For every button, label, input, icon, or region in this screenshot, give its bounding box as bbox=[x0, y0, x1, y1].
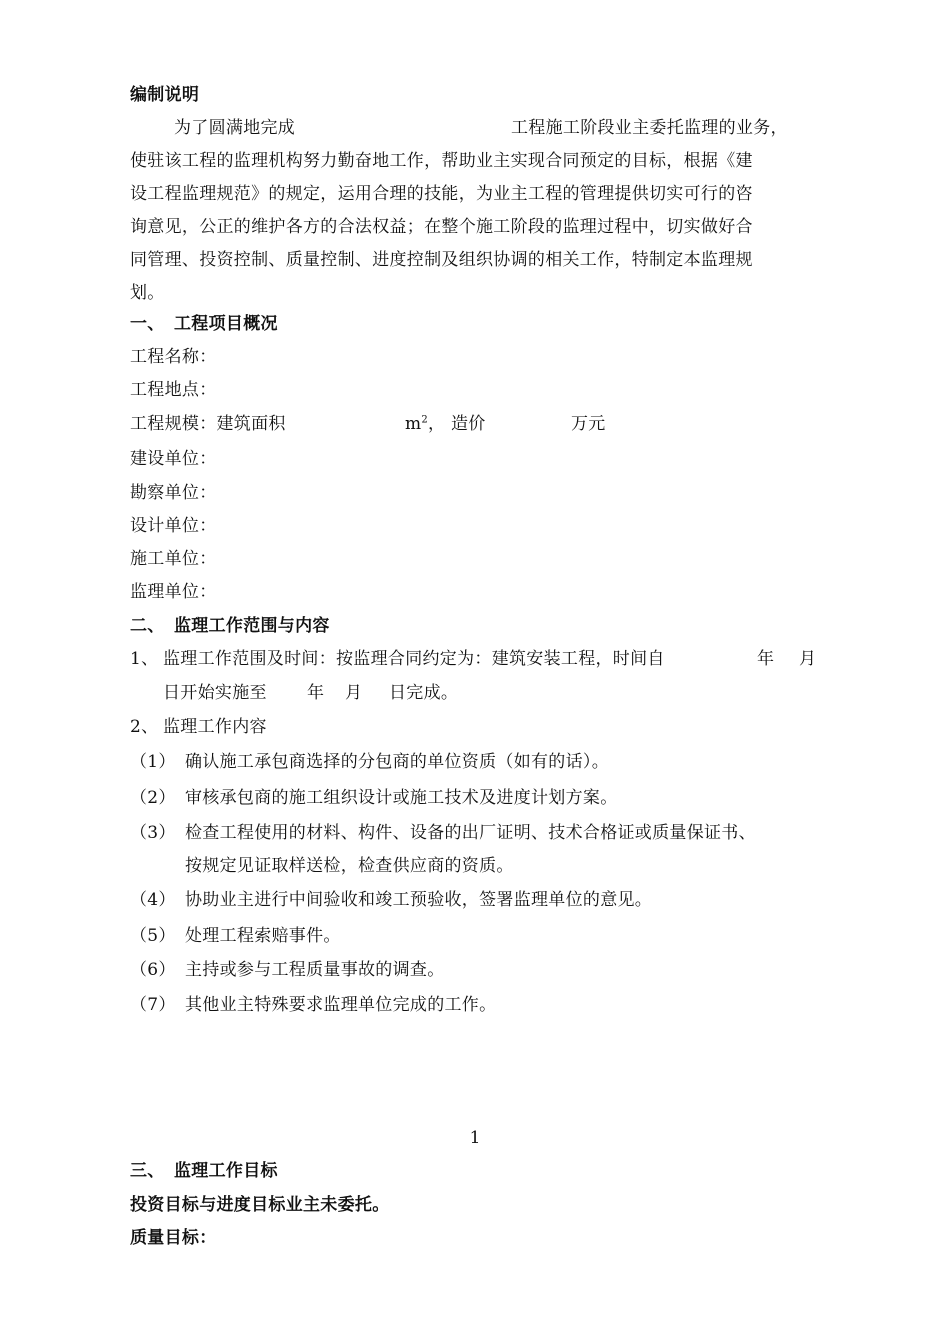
section1-number: 一、 bbox=[130, 314, 165, 334]
sub-item-text: 审核承包商的施工组织设计或施工技术及进度计划方案。 bbox=[185, 788, 618, 808]
design-unit-label: 设计单位： bbox=[130, 516, 217, 536]
sub-item-number: （6） bbox=[130, 960, 176, 980]
supervision-unit-label: 监理单位： bbox=[130, 582, 217, 602]
sub-item-number: （4） bbox=[130, 890, 176, 910]
intro-line1-b: 工程施工阶段业主委托监理的业务， bbox=[511, 118, 788, 138]
sub-item-text: 确认施工承包商选择的分包商的单位资质（如有的话）。 bbox=[185, 752, 609, 772]
construction-unit-label: 施工单位： bbox=[130, 549, 217, 569]
sub-item-text: 检查工程使用的材料、构件、设备的出厂证明、技术合格证或质量保证书、 bbox=[185, 823, 756, 843]
page-number: 1 bbox=[469, 1128, 481, 1148]
item2-number: 2、 bbox=[130, 717, 159, 737]
item1-line2-month: 月 bbox=[345, 683, 363, 703]
sub-item-text: 主持或参与工程质量事故的调查。 bbox=[185, 960, 445, 980]
sub-item-text: 协助业主进行中间验收和竣工预验收，签署监理单位的意见。 bbox=[185, 890, 653, 910]
section1-title: 工程项目概况 bbox=[174, 314, 278, 334]
intro-line6: 划。 bbox=[130, 283, 165, 303]
section3-goal2: 质量目标： bbox=[130, 1228, 217, 1248]
sub-item-number: （7） bbox=[130, 995, 176, 1015]
sub-item-number: （2） bbox=[130, 788, 176, 808]
section3-title: 监理工作目标 bbox=[174, 1161, 278, 1181]
section2-number: 二、 bbox=[130, 616, 165, 636]
sub-item-text: 处理工程索赔事件。 bbox=[185, 926, 341, 946]
survey-unit-label: 勘察单位： bbox=[130, 483, 217, 503]
section2-title: 监理工作范围与内容 bbox=[174, 616, 330, 636]
item1-year: 年 bbox=[757, 649, 775, 669]
item2-text: 监理工作内容 bbox=[163, 717, 267, 737]
owner-unit-label: 建设单位： bbox=[130, 449, 217, 469]
section3-number: 三、 bbox=[130, 1161, 165, 1181]
item1-month: 月 bbox=[799, 649, 817, 669]
sub-item-number: （3） bbox=[130, 823, 176, 843]
sub-item-text-continued: 按规定见证取样送检，检查供应商的资质。 bbox=[185, 856, 514, 876]
intro-line4: 询意见，公正的维护各方的合法权益；在整个施工阶段的监理过程中，切实做好合 bbox=[130, 217, 753, 237]
sub-item-number: （1） bbox=[130, 752, 176, 772]
item1-line2-year: 年 bbox=[307, 683, 325, 703]
item1-line2-day: 日完成。 bbox=[389, 683, 459, 703]
intro-line5: 同管理、投资控制、质量控制、进度控制及组织协调的相关工作，特制定本监理规 bbox=[130, 250, 753, 270]
doc-heading: 编制说明 bbox=[130, 85, 200, 105]
sub-item-text: 其他业主特殊要求监理单位完成的工作。 bbox=[185, 995, 497, 1015]
item1-number: 1、 bbox=[130, 649, 159, 669]
item1-text: 监理工作范围及时间：按监理合同约定为：建筑安装工程，时间自 bbox=[163, 649, 665, 669]
project-scale-label: 工程规模：建筑面积 bbox=[130, 414, 286, 434]
project-cost-unit: 万元 bbox=[571, 414, 606, 434]
project-cost-label: ， 造价 bbox=[428, 414, 486, 434]
intro-line1-a: 为了圆满地完成 bbox=[174, 118, 296, 138]
project-scale-unit: $m^2$ bbox=[405, 414, 429, 434]
section3-goal1: 投资目标与进度目标业主未委托。 bbox=[130, 1195, 390, 1215]
item1-line2-text: 日开始实施至 bbox=[163, 683, 267, 703]
project-location-label: 工程地点： bbox=[130, 380, 217, 400]
intro-line2: 使驻该工程的监理机构努力勤奋地工作，帮助业主实现合同预定的目标，根据《建 bbox=[130, 151, 753, 171]
intro-line3: 设工程监理规范》的规定，运用合理的技能，为业主工程的管理提供切实可行的咨 bbox=[130, 184, 753, 204]
sub-item-number: （5） bbox=[130, 926, 176, 946]
project-name-label: 工程名称： bbox=[130, 347, 217, 367]
